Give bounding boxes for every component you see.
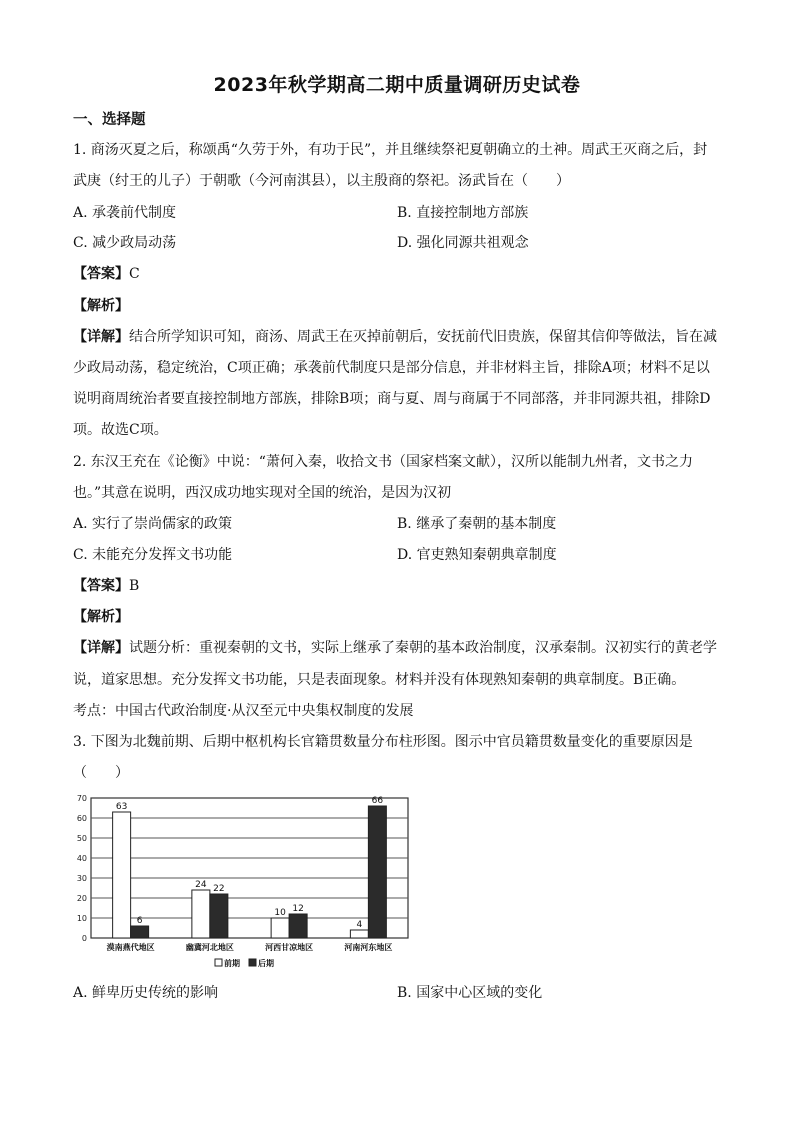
q1-answer [73, 264, 723, 284]
q2-analysis-tag: 【解析】 [73, 609, 129, 625]
q1-detail-line-4: 项。故选C项。 [73, 422, 168, 438]
q2-detail-line-1: 【详解】试题分析：重视秦朝的文书，实际上继承了秦朝的基本政治制度，汉承秦制。汉初实行的黄老学 [73, 640, 717, 656]
y-tick-label: 70 [76, 794, 87, 803]
y-tick-label: 0 [81, 934, 87, 943]
data-label: 6 [136, 916, 143, 926]
bar [350, 930, 368, 938]
legend-swatch [215, 959, 222, 966]
q2-stem-line-1: 2. 东汉王充在《论衡》中说：“萧何入秦，收拾文书（国家档案文献），汉所以能制九州者，文书之力 [73, 454, 693, 470]
bar [131, 926, 149, 938]
q1-detail-line-1: 【详解】结合所学知识可知，商汤、周武王在灭掉前朝后，安抚前代旧贵族，保留其信仰等做法，旨在减 [73, 329, 717, 345]
bar [368, 806, 386, 938]
q1-detail-line-3: 说明商周统治者要直接控制地方部族，排除B项；商与夏、周与商属于不同部落，并非同源共祖，排除D [73, 391, 711, 407]
q2-answer: 【答案】B [73, 578, 140, 594]
q1-stem-line-2: 武庚（纣王的儿子）于朝歌（今河南淇县），以主殷商的祭祀。汤武旨在（ ） [73, 173, 570, 189]
q2-point: 考点：中国古代政治制度·从汉至元中央集权制度的发展 [73, 703, 414, 719]
y-tick-label: 10 [76, 914, 87, 923]
q1-stem-line-1: 1. 商汤灭夏之后，称颂禹“久劳于外，有功于民”，并且继续祭祀夏朝确立的土神。周武王灭商之后，封 [73, 142, 708, 158]
data-label: 63 [115, 802, 128, 812]
q1-analysis-tag: 【解析】 [73, 298, 129, 314]
q2-option-d: D. 官吏熟知秦朝典章制度 [397, 547, 557, 563]
bar-chart [73, 790, 418, 975]
x-tick-label: 漠南燕代地区 [106, 943, 155, 952]
q2-answer-value: B [129, 578, 140, 594]
bar [271, 918, 289, 938]
legend-swatch [249, 959, 256, 966]
q2-stem-line-2: 也。”其意在说明，西汉成功地实现对全国的统治，是因为汉初 [73, 485, 452, 501]
q1-option-b: B. 直接控制地方部族 [397, 205, 529, 221]
data-label: 12 [292, 904, 304, 914]
x-tick-label: 幽冀河北地区 [185, 943, 234, 952]
bar [289, 914, 307, 938]
data-label: 4 [356, 920, 363, 930]
q2-option-c: C. 未能充分发挥文书功能 [73, 547, 233, 563]
data-label: 22 [213, 884, 225, 894]
q1-option-c: C. 减少政局动荡 [73, 235, 177, 251]
q2-detail-line-2: 说，道家思想。充分发挥文书功能，只是表面现象。材料并没有体现熟知秦朝的典章制度。B正确。 [73, 672, 686, 688]
data-label: 24 [195, 880, 207, 890]
q1-detail-line-2: 少政局动荡，稳定统治，C项正确；承袭前代制度只是部分信息，并非材料主旨，排除A项；材料不足以 [73, 360, 710, 376]
y-tick-label: 40 [76, 854, 87, 863]
q2-option-b: B. 继承了秦朝的基本制度 [397, 516, 557, 532]
q3-option-b: B. 国家中心区域的变化 [397, 985, 543, 1001]
y-tick-label: 30 [76, 874, 87, 883]
q1-answer-value: C [129, 266, 140, 282]
data-label: 10 [274, 908, 286, 918]
bar [192, 890, 210, 938]
section-heading: 一、选择题 [73, 112, 146, 128]
legend-label: 后期 [258, 959, 274, 968]
q2-option-a: A. 实行了崇尚儒家的政策 [73, 516, 233, 532]
y-tick-label: 50 [76, 834, 87, 843]
page-title: 2023年秋学期高二期中质量调研历史试卷 [213, 74, 581, 96]
q3-option-a: A. 鲜卑历史传统的影响 [73, 985, 219, 1001]
y-tick-label: 60 [76, 814, 87, 823]
q1-option-a: A. 承袭前代制度 [73, 205, 177, 221]
y-tick-label: 20 [76, 894, 87, 903]
x-tick-label: 河南河东地区 [344, 943, 393, 952]
bar [210, 894, 228, 938]
data-label: 66 [371, 796, 384, 806]
answer-tag: 【答案】 [73, 266, 129, 282]
x-tick-label: 河西甘凉地区 [265, 943, 314, 952]
q3-stem-line-2: （ ） [73, 765, 129, 781]
q3-stem-line-1: 3. 下图为北魏前期、后期中枢机构长官籍贯数量分布柱形图。图示中官员籍贯数量变化的重要原因是 [73, 734, 693, 750]
q1-option-d: D. 强化同源共祖观念 [397, 235, 529, 251]
bar [113, 812, 131, 938]
legend-label: 前期 [224, 959, 240, 968]
